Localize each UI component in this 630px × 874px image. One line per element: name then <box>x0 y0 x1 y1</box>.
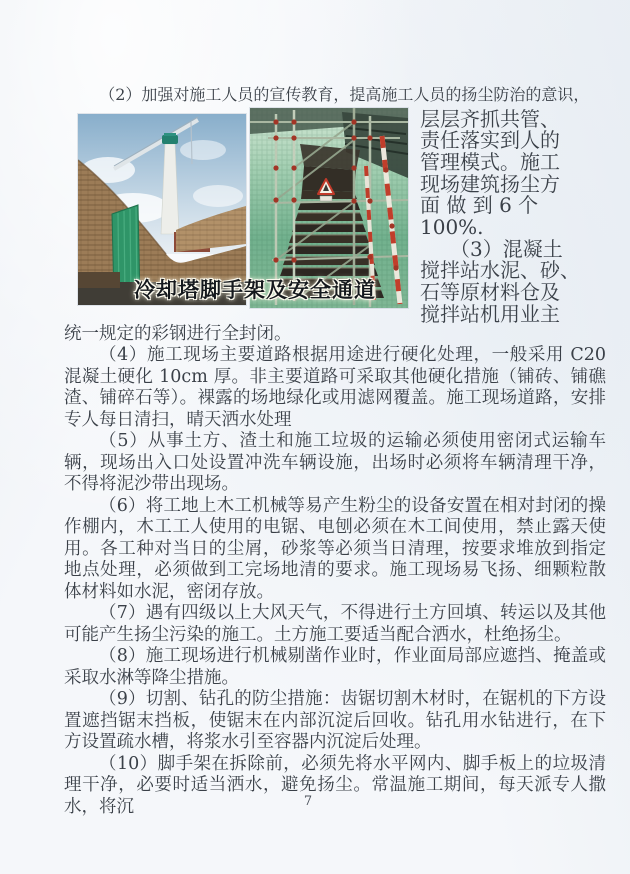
page-number: 7 <box>303 794 313 809</box>
figure-photos <box>78 108 408 320</box>
side-column-line: 管理模式。施工 <box>420 149 560 174</box>
side-column-line: 现场建筑扬尘方 <box>420 171 560 196</box>
side-column-line: 搅拌站水泥、砂、 <box>420 258 580 283</box>
photo-band <box>64 106 606 324</box>
body-paragraph: （4）施工现场主要道路根据用途进行硬化处理，一般采用 C20 混凝土硬化 10cm 厚。非主要道路可采取其他硬化措施（铺砖、铺礁渣、铺碎石等）。裸露的场地绿化或用滤网覆盖。施工现场道路，安排专人每日清扫，晴天洒水处理 <box>64 345 606 430</box>
side-column-line: 责任落实到人的 <box>420 128 560 153</box>
side-column-line: 石等原材料仓及 <box>420 280 560 305</box>
paragraph-2-first-line: （2）加强对施工人员的宣传教育，提高施工人员的扬尘防治的意识， <box>99 85 590 104</box>
body-paragraph: （6）将工地上木工机械等易产生粉尘的设备安置在相对封闭的操作棚内，木工工人使用的电锯、电刨必须在木工间使用，禁止露天使用。各工种对当日的尘屑，砂浆等必须当日清理，按要求堆放到指定地点处理，必须做到工完场地清的要求。施工现场易飞扬、细颗粒散体材料如水泥，密闭存放。 <box>64 495 606 602</box>
body-paragraph: （10）脚手架在拆除前，必须先将水平网内、脚手板上的垃圾清理干净，必要时适当洒水，避免扬尘。常温施工期间，每天派专人撒水，将沉 <box>64 753 606 817</box>
side-column-line: 面 做 到 6 个 <box>420 193 539 218</box>
body-paragraph: （5）从事土方、渣土和施工垃圾的运输必须使用密闭式运输车辆，现场出入口处设置冲洗车辆设施，出场时必须将车辆清理干净，不得将泥沙带出现场。 <box>64 431 606 494</box>
side-text-column <box>420 106 606 326</box>
side-column-line: 层层齐抓共管、 <box>420 106 560 131</box>
body-paragraph: 统一规定的彩钢进行全封闭。 <box>64 323 292 344</box>
body-paragraph: （8）施工现场进行机械剔凿作业时，作业面局部应遮挡、掩盖或采取水淋等降尘措施。 <box>64 646 606 688</box>
side-column-line: 100%. <box>420 215 484 240</box>
photo-caption: 冷却塔脚手架及安全通道 <box>134 276 376 302</box>
side-column-line: 搅拌站机用业主 <box>420 301 560 326</box>
body-paragraph: （9）切割、钻孔的防尘措施：齿锯切割木材时，在锯机的下方设置遮挡锯末挡板，使锯末在内部沉淀后回收。钻孔用水钻进行，在下方设置疏水槽，将浆水引至容器内沉淀后处理。 <box>64 689 606 752</box>
body-paragraph: （7）遇有四级以上大风天气，不得进行土方回填、转运以及其他可能产生扬尘污染的施工。土方施工要适当配合洒水，杜绝扬尘。 <box>64 603 606 645</box>
side-column-line: （3）混凝土 <box>450 236 563 261</box>
